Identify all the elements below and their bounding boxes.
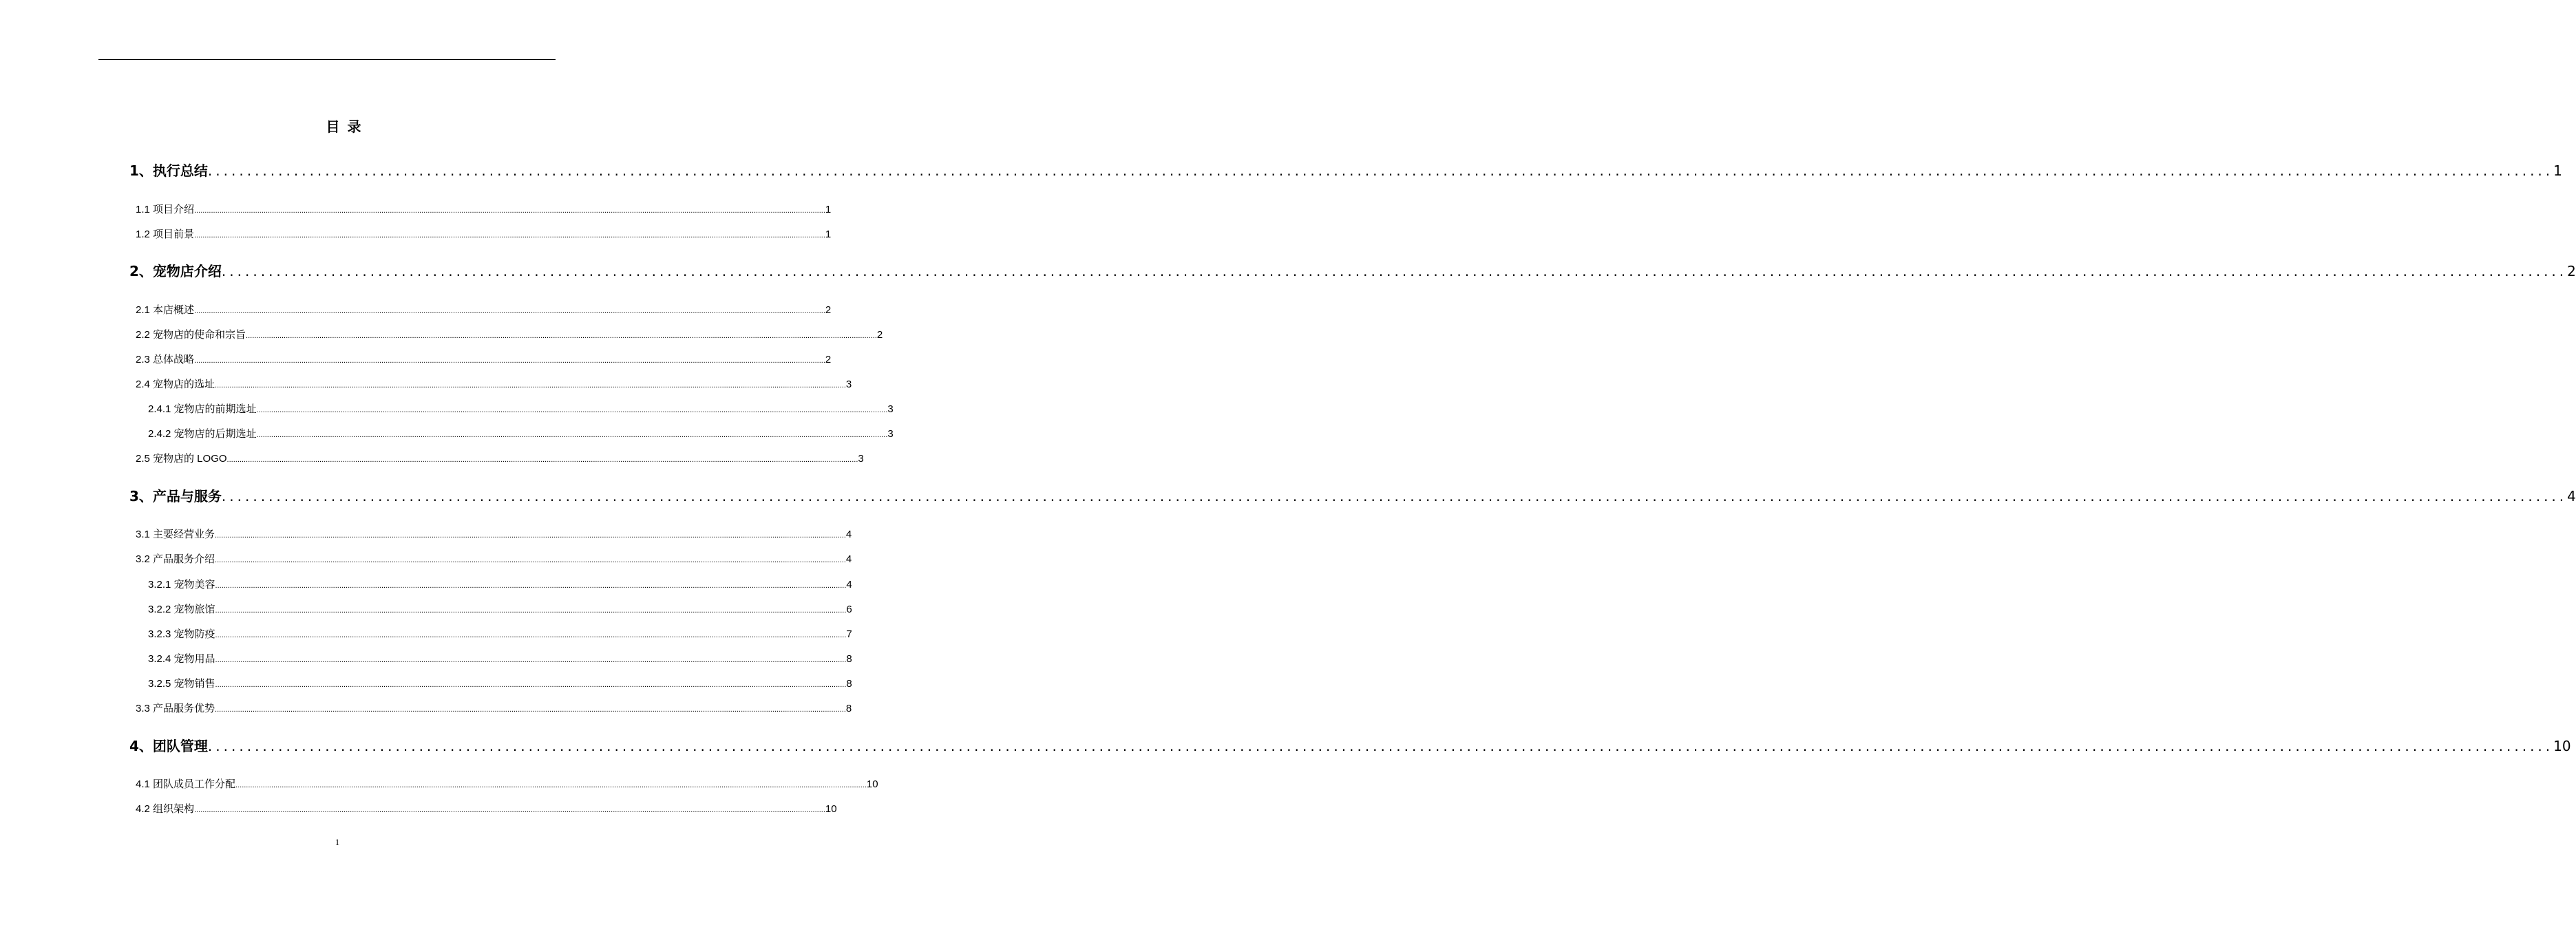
- toc-entry-page: 6: [846, 604, 852, 615]
- toc-entry-page: 10: [2553, 738, 2571, 754]
- toc-entry-page: 2: [825, 304, 832, 316]
- toc-entry[interactable]: [136, 776, 878, 791]
- toc-entry[interactable]: [129, 735, 2571, 756]
- toc-leader-dots: ............................................................................................................................................................................................................................................................................................................: [256, 406, 888, 414]
- toc-entry-page: 3: [845, 379, 852, 390]
- toc-entry-page: 8: [845, 703, 852, 714]
- toc-entry-page: 1: [825, 204, 832, 215]
- toc-leader-dots: ............................................................................................................................................................................................................................................................................................................: [194, 206, 825, 215]
- toc-entry-label: 3.2.4 宠物用品: [148, 653, 215, 665]
- toc-entry-label: 3.2.3 宠物防疫: [148, 628, 215, 640]
- toc-leader-dots: ............................................................................................................................................................................................................................................................................................................: [246, 332, 877, 340]
- toc-entry-label: 2.1 本店概述: [136, 304, 195, 316]
- toc-entry-label: 3.1 主要经营业务: [136, 529, 215, 540]
- toc-entry-label: 3.2.5 宠物销售: [148, 678, 215, 690]
- toc-entry[interactable]: [129, 160, 2562, 180]
- toc-leader-dots: ............................................................................................................................................................................................................................................................................................................: [256, 431, 888, 439]
- toc-entry[interactable]: [136, 352, 832, 367]
- toc-leader-dots: ............................................................................................................................................................................................................................................................................................................: [194, 806, 825, 814]
- toc-leader-dots: ............................................................................................................................................................................................................................................................................................................: [215, 631, 847, 639]
- toc-entry-label: 3.2.2 宠物旅馆: [148, 604, 215, 615]
- toc-entry-label: 2.5 宠物店的 LOGO: [136, 453, 227, 465]
- toc-leader-dots: ............................................................................................................................................................................................................................................................................................................: [194, 231, 825, 240]
- toc-entry[interactable]: [148, 626, 852, 641]
- toc-entry[interactable]: [136, 302, 832, 317]
- toc-entry-label: 3.2.1 宠物美容: [148, 579, 215, 591]
- toc-leader-dots: ............................................................................................................................................................................................................................................................................................................: [221, 263, 2568, 279]
- toc-entry-page: 2: [825, 354, 832, 365]
- toc-entry[interactable]: [136, 527, 852, 542]
- toc-entry[interactable]: [148, 651, 852, 666]
- toc-entry-page: 4: [845, 553, 852, 565]
- toc-entry-page: 7: [846, 628, 852, 640]
- toc-entry-page: 4: [2567, 488, 2576, 504]
- toc-entry[interactable]: [136, 327, 883, 342]
- toc-entry-page: 8: [846, 678, 852, 690]
- toc-entry-page: 4: [845, 529, 852, 540]
- toc-entry-page: 3: [858, 453, 864, 465]
- toc-leader-dots: ............................................................................................................................................................................................................................................................................................................: [207, 162, 2554, 179]
- toc-entry[interactable]: [148, 401, 894, 416]
- toc-entry-label: 3、产品与服务: [129, 488, 222, 504]
- toc-entry-label: 2.4 宠物店的选址: [136, 379, 215, 390]
- toc-entry-label: 2、宠物店介绍: [129, 263, 222, 279]
- toc-entry-page: 1: [2553, 162, 2562, 179]
- toc-leader-dots: ............................................................................................................................................................................................................................................................................................................: [215, 556, 846, 564]
- toc-entry[interactable]: [136, 202, 832, 217]
- toc-entry-label: 1.2 项目前景: [136, 228, 195, 240]
- toc-leader-dots: ............................................................................................................................................................................................................................................................................................................: [235, 781, 867, 789]
- toc-leader-dots: ............................................................................................................................................................................................................................................................................................................: [215, 582, 847, 590]
- toc-entry-page: 3: [887, 403, 894, 415]
- toc-leader-dots: ............................................................................................................................................................................................................................................................................................................: [221, 488, 2568, 504]
- toc-leader-dots: ............................................................................................................................................................................................................................................................................................................: [215, 531, 846, 540]
- toc-leader-dots: ............................................................................................................................................................................................................................................................................................................: [194, 357, 825, 365]
- toc-entry-page: 8: [846, 653, 852, 665]
- toc-entry[interactable]: [136, 226, 832, 242]
- toc-entry-label: 3.2 产品服务介绍: [136, 553, 215, 565]
- toc-entry[interactable]: [129, 485, 2576, 506]
- toc-entry[interactable]: [136, 551, 852, 566]
- toc-leader-dots: ............................................................................................................................................................................................................................................................................................................: [215, 681, 847, 689]
- toc-title: 目 录: [326, 118, 363, 135]
- toc-leader-dots: ............................................................................................................................................................................................................................................................................................................: [207, 738, 2554, 754]
- toc-leader-dots: ............................................................................................................................................................................................................................................................................................................: [215, 656, 847, 664]
- toc-entry[interactable]: [136, 376, 852, 392]
- toc-entry-label: 3.3 产品服务优势: [136, 703, 215, 714]
- toc-entry-page: 10: [866, 778, 878, 790]
- toc-entry-label: 4.2 组织架构: [136, 803, 195, 815]
- toc-leader-dots: ............................................................................................................................................................................................................................................................................................................: [215, 606, 847, 615]
- toc-entry-label: 1、执行总结: [129, 162, 208, 179]
- toc-entry[interactable]: [148, 602, 852, 617]
- toc-leader-dots: ............................................................................................................................................................................................................................................................................................................: [215, 381, 846, 390]
- toc-entry-label: 2.2 宠物店的使命和宗旨: [136, 329, 246, 341]
- page-number: 1: [335, 837, 340, 847]
- toc-entry[interactable]: [148, 426, 894, 441]
- toc-entry[interactable]: [129, 260, 2576, 281]
- toc-entry[interactable]: [136, 451, 864, 466]
- toc-entry-page: 2: [876, 329, 883, 341]
- toc-entry-label: 4.1 团队成员工作分配: [136, 778, 236, 790]
- toc-entry-label: 2.3 总体战略: [136, 354, 195, 365]
- toc-entry[interactable]: [148, 676, 852, 691]
- toc-leader-dots: ............................................................................................................................................................................................................................................................................................................: [215, 705, 846, 714]
- toc-entry-page: 4: [846, 579, 852, 591]
- toc-entry-label: 1.1 项目介绍: [136, 204, 195, 215]
- toc-leader-dots: ............................................................................................................................................................................................................................................................................................................: [194, 307, 825, 315]
- toc-entry-page: 2: [2567, 263, 2576, 279]
- toc-entry[interactable]: [136, 801, 837, 816]
- toc-entry-label: 2.4.1 宠物店的前期选址: [148, 403, 257, 415]
- toc-entry-label: 2.4.2 宠物店的后期选址: [148, 428, 257, 440]
- toc-entry-page: 1: [825, 228, 832, 240]
- header-rule: [98, 59, 556, 60]
- toc-entry-page: 10: [825, 803, 837, 815]
- toc-entry-label: 4、团队管理: [129, 738, 208, 754]
- toc-leader-dots: ............................................................................................................................................................................................................................................................................................................: [226, 456, 858, 464]
- toc-entry-page: 3: [887, 428, 894, 440]
- toc-entry[interactable]: [136, 701, 852, 716]
- toc-entry[interactable]: [148, 577, 852, 592]
